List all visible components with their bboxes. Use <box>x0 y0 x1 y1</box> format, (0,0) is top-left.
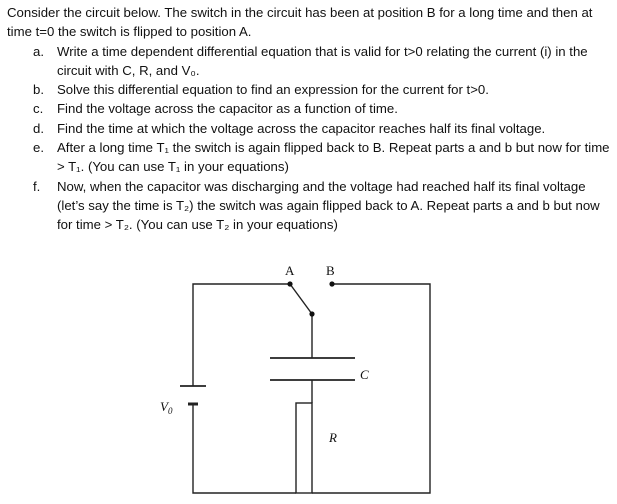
switch-label-a: A <box>285 263 295 278</box>
part-f <box>7 177 613 235</box>
wire-bottom-left <box>193 404 296 493</box>
circuit-diagram <box>150 258 440 502</box>
part-d <box>7 119 613 138</box>
problem-intro: Consider the circuit below. The switch in the circuit has been at position B for a long time and then at time t=0 the switch is flipped to position A. <box>7 5 593 40</box>
part-label: e. <box>33 140 44 156</box>
part-text: Find the voltage across the capacitor as a function of time. <box>57 101 398 117</box>
wire-top-right <box>312 284 430 493</box>
switch-blade <box>290 284 312 314</box>
capacitor-label: C <box>360 367 369 382</box>
part-text: Solve this differential equation to find an expression for the current for t>0. <box>57 82 489 98</box>
resistor <box>296 403 312 493</box>
part-label: a. <box>33 43 44 59</box>
part-text: Write a time dependent differential equation that is valid for t>0 relating the current (i) in the circuit with C, R, and V₀. <box>57 43 588 78</box>
part-text: Find the time at which the voltage across the capacitor reaches half its final voltage. <box>57 120 546 136</box>
part-text: After a long time T₁ the switch is again flipped back to B. Repeat parts a and b but now for time > T₁. (You can use T₁ in your equations) <box>57 140 610 175</box>
switch-pivot <box>309 311 314 316</box>
part-b <box>7 80 613 99</box>
part-e <box>7 138 613 177</box>
part-text: Now, when the capacitor was discharging and the voltage had reached half its final voltage (let’s say the time is T₂) the switch was again flipped back to A. Repeat parts a and b but now for time > T₂. (You can use T₂ in your equations) <box>57 178 600 233</box>
problem-parts <box>7 42 613 235</box>
part-label: f. <box>33 178 41 194</box>
part-label: d. <box>33 120 44 136</box>
resistor-label: R <box>329 430 337 445</box>
problem-statement <box>7 3 613 235</box>
switch-contact-a <box>287 281 292 286</box>
switch-label-b: B <box>326 263 335 278</box>
part-label: b. <box>33 82 44 98</box>
battery-label-sub: 0 <box>167 406 173 416</box>
switch-contact-b <box>329 281 334 286</box>
battery-label-main: V <box>160 399 168 414</box>
wire-top-left <box>193 284 290 386</box>
battery-label <box>160 399 173 416</box>
part-label: c. <box>33 101 44 117</box>
part-c <box>7 99 613 118</box>
part-a <box>7 42 613 81</box>
